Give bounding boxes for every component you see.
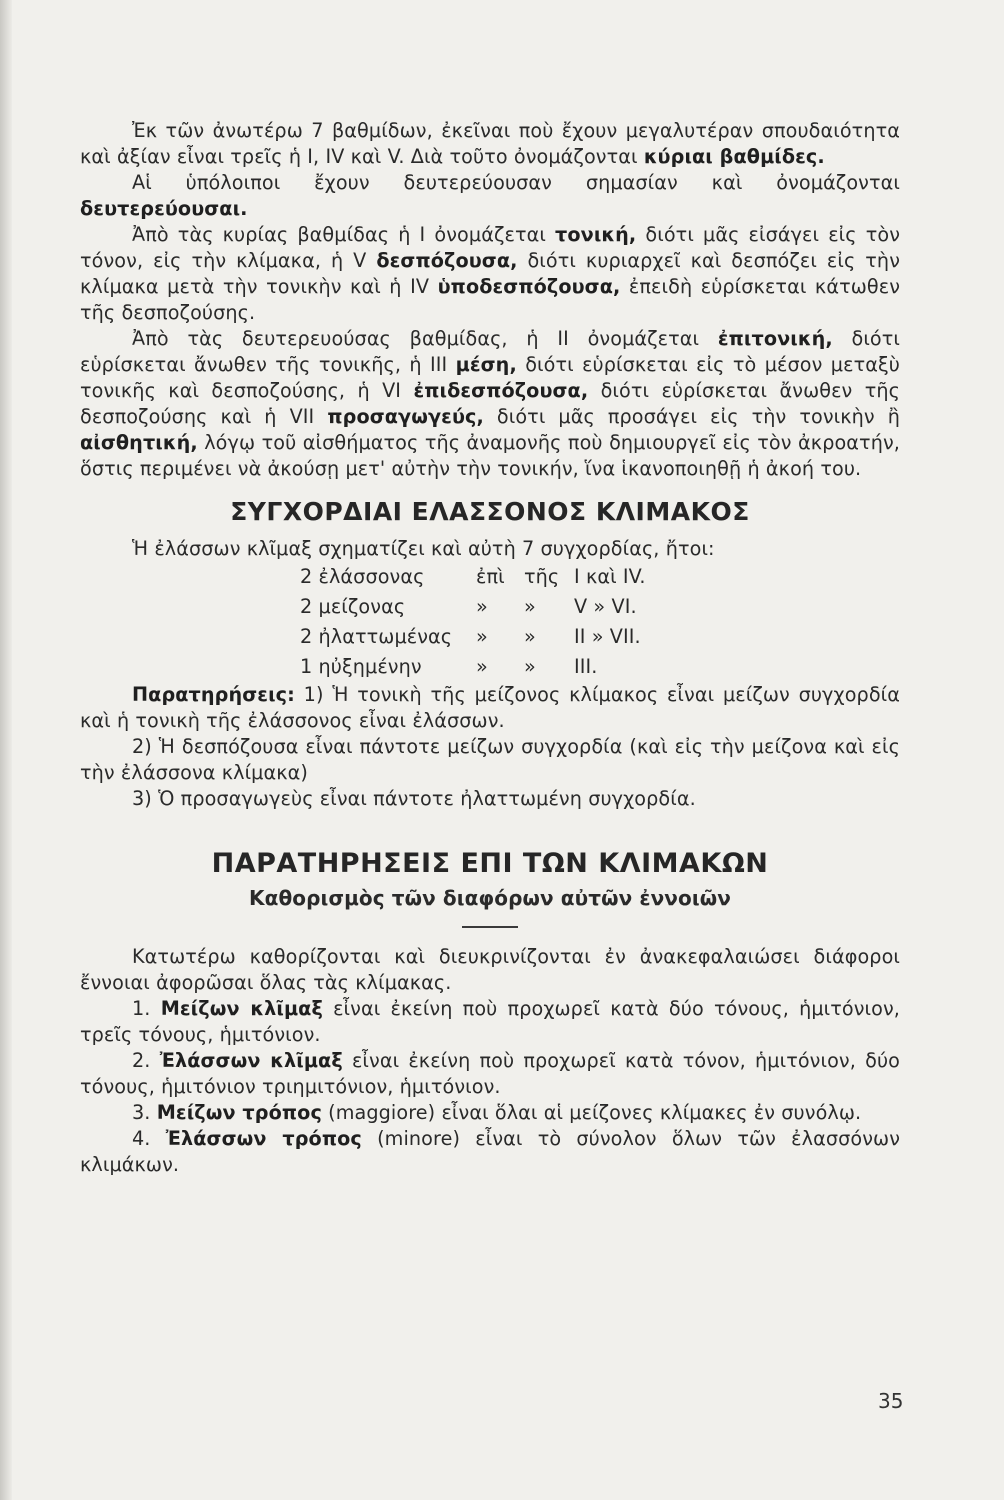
- list-item: 2 μείζονας » » V » VI.: [300, 595, 637, 618]
- chord-list: [300, 562, 900, 682]
- note-2: 2) Ἡ δεσπόζουσα εἶναι πάντοτε μείζων συγχορδία (καὶ εἰς τὴν μείζονα καὶ εἰς τὴν ἐλάσσονα κλίμακα): [80, 735, 900, 784]
- definition-item-3: 3. Μείζων τρόπος (maggiore) εἶναι ὅλαι αἱ μείζονες κλίμακες ἐν συνόλῳ.: [132, 1101, 862, 1124]
- definition-item-4: 4. Ἐλάσσων τρόπος (minore) εἶναι τὸ σύνολον ὅλων τῶν ἐλασσόνων κλιμάκων.: [80, 1127, 901, 1176]
- section-subtitle: Καθορισμὸς τῶν διαφόρων αὐτῶν ἐννοιῶν: [249, 886, 731, 910]
- section-title-scale-notes: ΠΑΡΑΤΗΡΗΣΕΙΣ ΕΠΙ ΤΩΝ ΚΛΙΜΑΚΩΝ: [211, 848, 769, 879]
- definition-item-2: 2. Ἐλάσσων κλῖμαξ εἶναι ἐκείνη ποὺ προχωρεῖ κατὰ τόνον, ἡμιτόνιον, δύο τόνους, ἡμιτόνιον τριημιτόνιον, ἡμιτόνιον.: [80, 1049, 900, 1098]
- list-item: 1 ηὐξημένην » » III.: [300, 655, 598, 678]
- definition-item-1: 1. Μείζων κλῖμαξ εἶναι ἐκείνη ποὺ προχωρεῖ κατὰ δύο τόνους, ἡμιτόνιον, τρεῖς τόνους, ἡμιτόνιον.: [80, 997, 901, 1046]
- intro-paragraph-2: Αἱ ὑπόλοιποι ἔχουν δευτερεύουσαν σημασίαν καὶ ὀνομάζονται δευτερεύουσαι.: [80, 171, 900, 220]
- divider: [462, 926, 518, 928]
- notes-label: Παρατηρήσεις:: [132, 683, 295, 706]
- intro-paragraph-3: Ἀπὸ τὰς κυρίας βαθμίδας ἡ I ὀνομάζεται τονική, διότι μᾶς εἰσάγει εἰς τὸν τόνον, εἰς τὴν κλίμακα, ἡ V δεσπόζουσα, διότι κυριαρχεῖ καὶ δεσπόζει εἰς τὴν κλίμακα μετὰ τὴν τονικὴν καὶ ἡ IV ὑποδεσπόζουσα, ἐπειδὴ εὑρίσκεται κάτωθεν τῆς δεσποζούσης.: [80, 223, 901, 324]
- scale-notes-lead: Κατωτέρω καθορίζονται καὶ διευκρινίζονται ἐν ἀνακεφαλαιώσει διάφοροι ἔννοιαι ἀφορῶσαι ὅλας τὰς κλίμακας.: [80, 945, 900, 994]
- section-title-minor-chords: ΣΥΓΧΟΡΔΙΑΙ ΕΛΑΣΣΟΝΟΣ ΚΛΙΜΑΚΟΣ: [230, 497, 750, 526]
- page-number: 35: [878, 1389, 904, 1413]
- minor-chords-lead: Ἡ ἐλάσσων κλῖμαξ σχηματίζει καὶ αὐτὴ 7 συγχορδίας, ἤτοι:: [132, 537, 715, 560]
- note-3: 3) Ὁ προσαγωγεὺς εἶναι πάντοτε ἠλαττωμένη συγχορδία.: [132, 787, 696, 810]
- page-spine-shadow: [0, 0, 12, 1500]
- term-deutereuousai: δευτερεύουσαι.: [80, 197, 248, 220]
- list-item: 2 ἐλάσσονας ἐπὶ τῆς I καὶ IV.: [300, 565, 646, 588]
- page-body: [80, 118, 900, 1178]
- note-1: Παρατηρήσεις: 1) Ἡ τονικὴ τῆς μείζονος κλίμακος εἶναι μείζων συγχορδία καὶ ἡ τονικὴ τῆς ἐλάσσονος εἶναι ἐλάσσων.: [80, 683, 900, 732]
- list-item: 2 ἠλαττωμένας » » II » VII.: [300, 625, 641, 648]
- intro-paragraph-4: Ἀπὸ τὰς δευτερευούσας βαθμίδας, ἡ II ὀνομάζεται ἐπιτονική, διότι εὑρίσκεται ἄνωθεν τῆς τονικῆς, ἡ III μέση, διότι εὑρίσκεται εἰς τὸ μέσον μεταξὺ τονικῆς καὶ δεσποζούσης, ἡ VI ἐπιδεσπόζουσα, διότι εὑρίσκεται ἄνωθεν τῆς δεσποζούσης καὶ ἡ VII προσαγωγεύς, διότι μᾶς προσάγει εἰς τὴν τονικὴν ἢ αἰσθητική, λόγῳ τοῦ αἰσθήματος τῆς ἀναμονῆς ποὺ δημιουργεῖ εἰς τὸν ἀκροατήν, ὅστις περιμένει νὰ ἀκούσῃ μετ' αὐτὴν τὴν τονικήν, ἵνα ἱκανοποιηθῇ ἡ ἀκοή του.: [80, 327, 901, 480]
- intro-paragraph-1: Ἐκ τῶν ἀνωτέρω 7 βαθμίδων, ἐκεῖναι ποὺ ἔχουν μεγαλυτέραν σπουδαιότητα καὶ ἀξίαν εἶναι τρεῖς ἡ I, IV καὶ V. Διὰ τοῦτο ὀνομάζονται κύριαι βαθμίδες.: [80, 119, 900, 168]
- term-kyriai-vathmides: κύριαι βαθμίδες.: [643, 145, 825, 168]
